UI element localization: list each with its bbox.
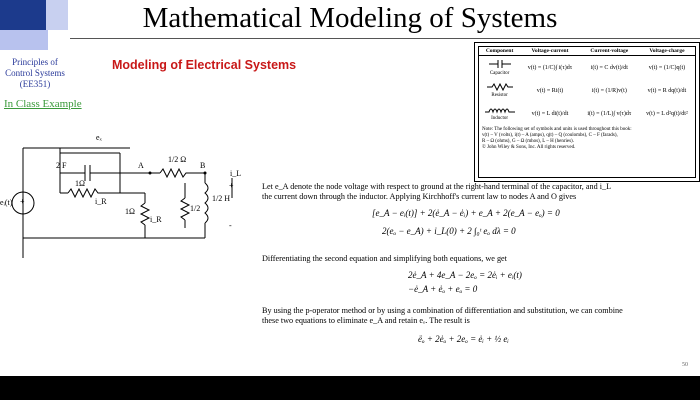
- title-divider: [70, 38, 700, 39]
- paragraph-3-line-1: By using the p-operator method or by using a combination of differentiation and substitution, we can combine: [262, 306, 623, 315]
- equation-2: 2(eₒ − e_A) + i_L(0) + 2 ∫₀ᵗ eₒ dλ = 0: [382, 226, 516, 236]
- table-cell: v(t) = (1/C)q(t): [648, 64, 686, 71]
- component-cell: [479, 56, 520, 80]
- table-cell: i(t) = (1/R)v(t): [591, 87, 627, 94]
- course-line-1: Principles of: [12, 57, 58, 67]
- table-row: [479, 79, 695, 102]
- component-cell: [479, 102, 520, 125]
- table-cell: v(t) = (1/C)∫ i(τ)dτ: [527, 64, 573, 71]
- inductor-icon: [485, 106, 515, 114]
- source-label: eᵢ(t): [0, 198, 13, 207]
- table-note-line: Note: The following set of symbols and units is used throughout this book:: [482, 127, 632, 132]
- course-line-2: Control Systems: [5, 68, 65, 78]
- equation-4: −ė_A + ėₒ + eₒ = 0: [408, 284, 478, 294]
- r3-current-label: i_R: [150, 215, 162, 224]
- r3-label: 1Ω: [125, 207, 135, 216]
- table-cell: i(t) = C dv(t)/dt: [590, 64, 628, 71]
- component-cell: [479, 79, 520, 102]
- section-subtitle: Modeling of Electrical Systems: [112, 58, 297, 72]
- output-minus: -: [229, 221, 232, 230]
- r4-label: 1/2: [190, 204, 201, 213]
- r1-current-label: i_R: [95, 197, 107, 206]
- footer-bar: [0, 376, 700, 400]
- page-number: 50: [682, 362, 688, 368]
- equation-1: [e_A − eᵢ(t)] + 2(ė_A − ėᵢ) + e_A + 2(e_A − eₒ) = 0: [372, 208, 560, 218]
- component-name: Resistor: [491, 93, 508, 98]
- table-cell: v(t) = L di(t)/dt: [531, 110, 569, 117]
- table-note-line: v(t) – V (volts), i(t) – A (amps), q(t) – Q (coulombs), C – F (farads),: [482, 133, 618, 138]
- table-cell: i(t) = (1/L)∫ v(τ)dτ: [587, 110, 632, 117]
- paragraph-3-line-2: these two equations to eliminate e_A and retain eₒ. The result is: [262, 316, 470, 325]
- table-row: [479, 56, 695, 80]
- table-copyright: © John Wiley & Sons, Inc. All rights reserved.: [482, 145, 576, 150]
- capacitor-icon: [489, 59, 511, 69]
- col-header-component: Component: [479, 47, 520, 56]
- component-table: [478, 46, 696, 178]
- circuit-diagram: [0, 118, 245, 268]
- source-plus: +: [20, 197, 25, 206]
- node-b-dot: [204, 172, 207, 175]
- in-class-example-link[interactable]: In Class Example: [4, 98, 82, 110]
- r2-label: 1/2 Ω: [168, 155, 187, 164]
- col-header-voltage-current: Voltage-current: [520, 47, 580, 56]
- course-line-3: (EE351): [19, 79, 51, 89]
- cap-label: 2 F: [56, 161, 67, 170]
- inductor-current-label: i_L: [230, 169, 242, 178]
- course-label: [4, 57, 66, 90]
- col-header-current-voltage: Current-voltage: [580, 47, 639, 56]
- table-cell: v(t) = Ri(t): [536, 87, 564, 94]
- component-name: Capacitor: [489, 71, 510, 76]
- inductor-label: 1/2 H: [212, 194, 230, 203]
- output-plus: +: [229, 181, 234, 190]
- table-cell: v(t) = R dq(t)/dt: [647, 87, 687, 94]
- table-note-line: R – Ω (ohms), G – Ω (mhos), L – H (henries).: [482, 139, 574, 144]
- node-a-dot: [149, 172, 152, 175]
- paragraph-1-line-2: the current down through the inductor. Applying Kirchhoff's current law to nodes A and O gives: [262, 192, 577, 201]
- node-b-label: B: [200, 161, 206, 170]
- slide-title: Mathematical Modeling of Systems: [142, 2, 558, 34]
- resistor-icon: [487, 83, 513, 91]
- equation-5: ëₒ + 2ėₒ + 2eₒ = ėᵢ + ½ eᵢ: [418, 334, 509, 344]
- equation-3: 2ė_A + 4e_A − 2eₒ = 2ėᵢ + eᵢ(t): [408, 270, 522, 280]
- table-cell: v(t) = L d²q(t)/dt²: [646, 110, 688, 117]
- r1-label: 1Ω: [75, 179, 85, 188]
- paragraph-2: Differentiating the second equation and simplifying both equations, we get: [262, 254, 507, 263]
- col-header-voltage-charge: Voltage-charge: [639, 47, 695, 56]
- node-a-label: A: [138, 161, 144, 170]
- table-note: [479, 125, 695, 153]
- table-row: [479, 102, 695, 125]
- component-name: Inductor: [491, 116, 509, 121]
- paragraph-1-line-1: Let e_A denote the node voltage with respect to ground at the right-hand terminal of the capacitor, and i_L: [262, 182, 612, 191]
- cap-current-label: eₓ: [96, 133, 102, 142]
